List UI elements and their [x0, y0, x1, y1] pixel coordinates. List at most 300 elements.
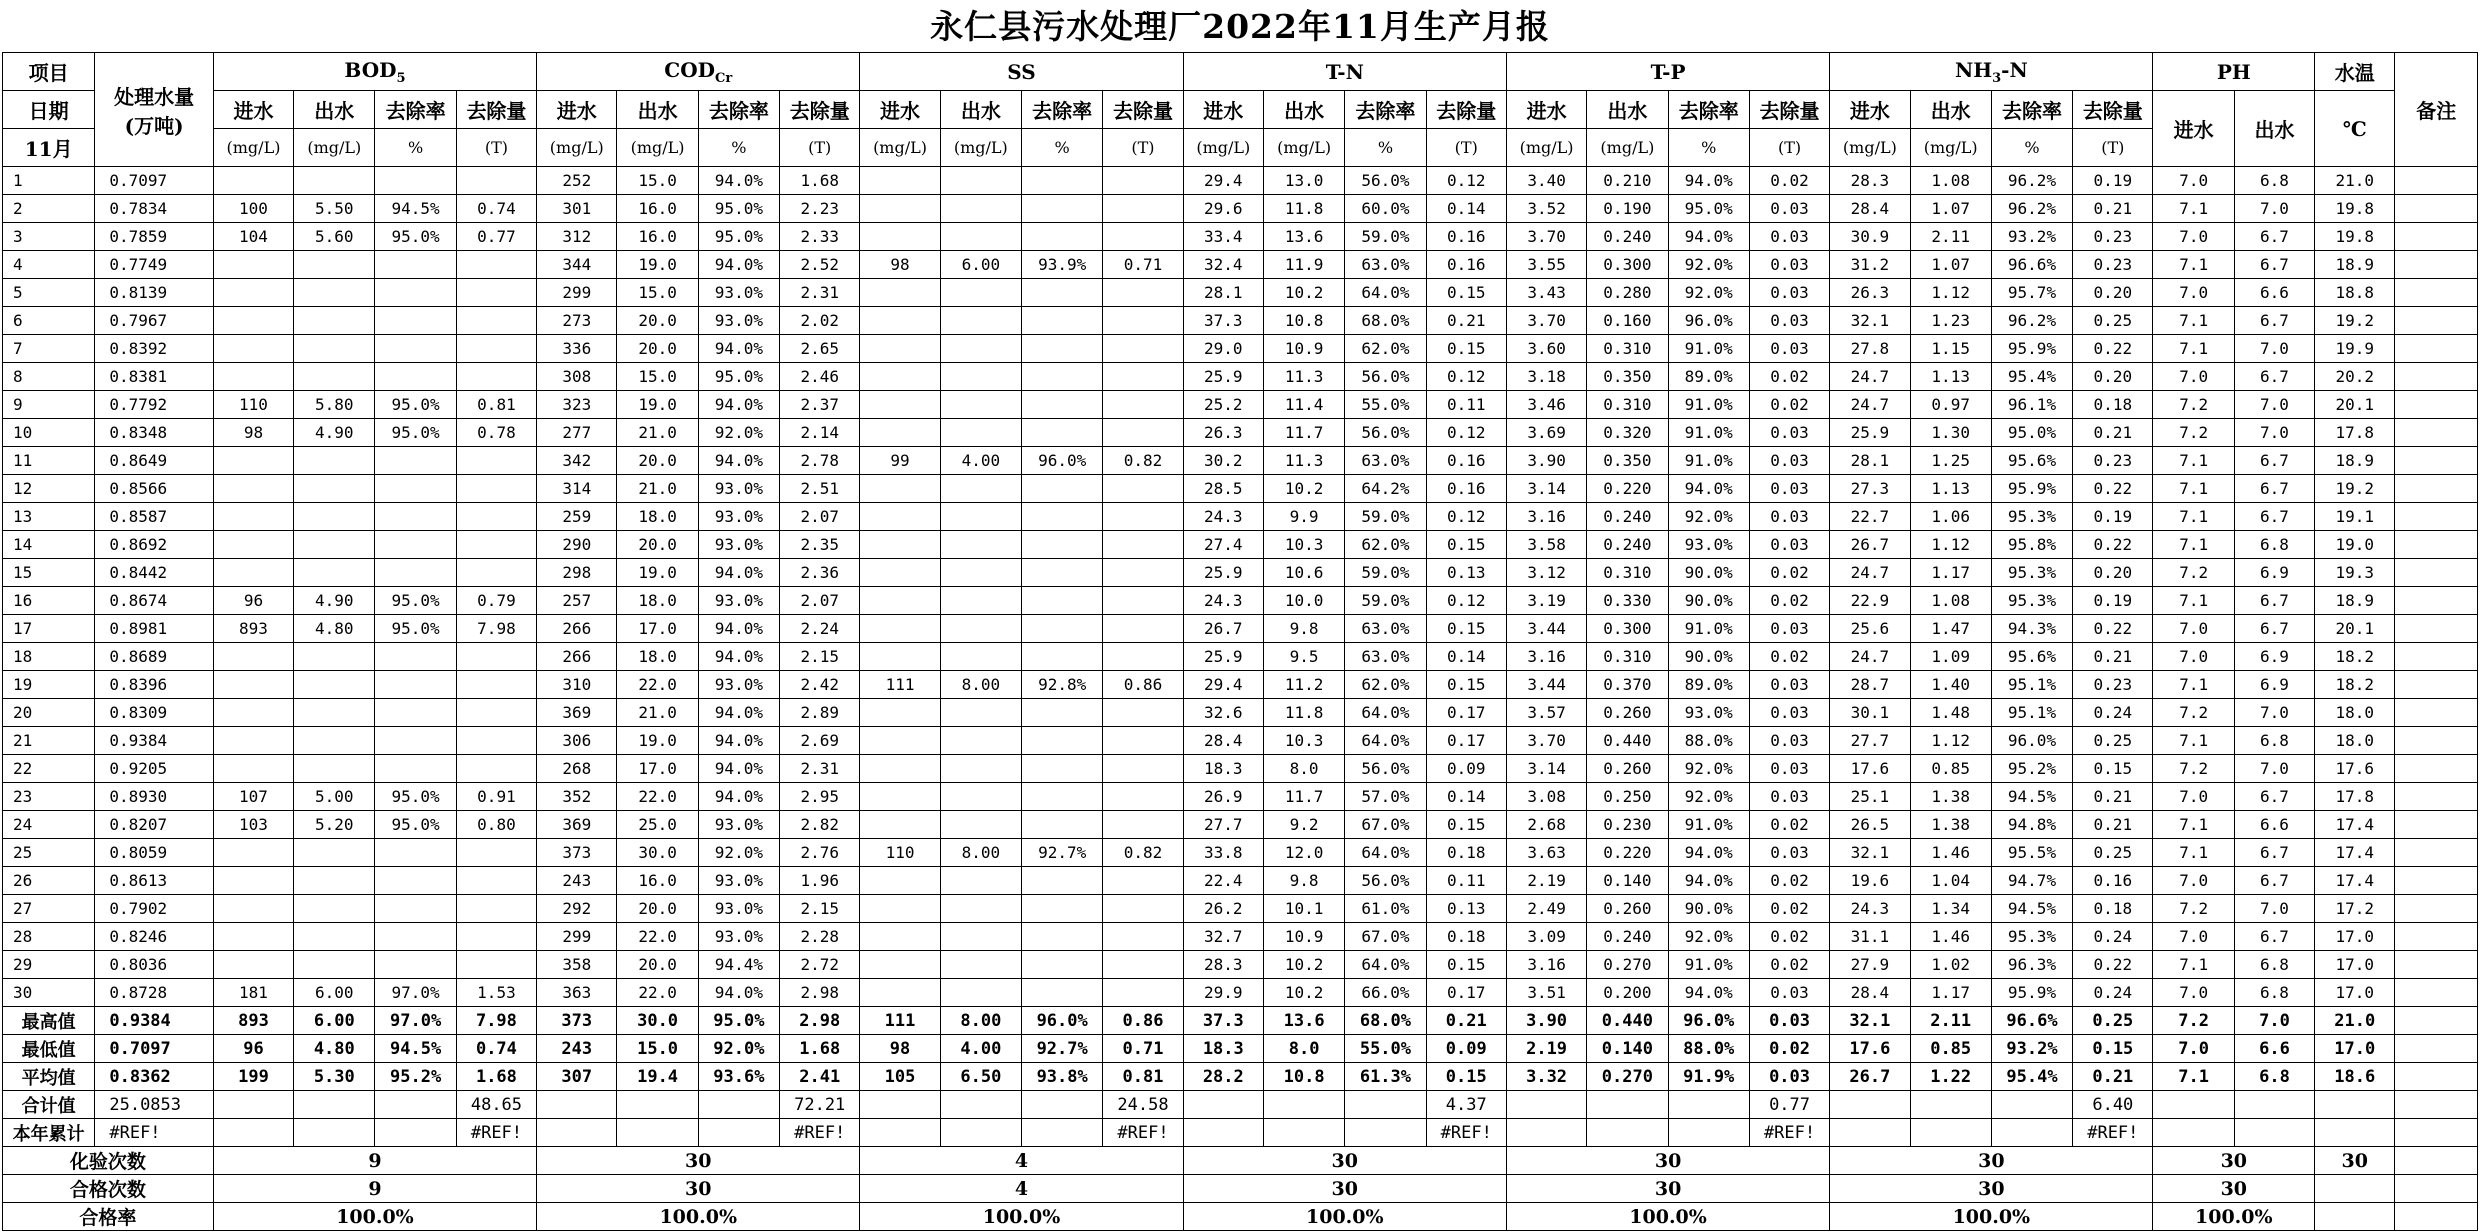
table-row [3, 335, 2478, 363]
data-cell: 0.12 [1426, 363, 1506, 391]
data-cell [940, 335, 1021, 363]
remarks-cell [2395, 363, 2478, 391]
summary-cell: 105 [860, 1063, 940, 1091]
data-cell: 95.3% [1991, 559, 2072, 587]
data-cell: 0.220 [1587, 839, 1668, 867]
data-cell: 0.17 [1426, 727, 1506, 755]
header-tp-col-1: 出水 [1587, 91, 1668, 129]
data-cell: 0.12 [1426, 419, 1506, 447]
data-cell: 7.0 [2153, 923, 2234, 951]
data-cell [1103, 979, 1183, 1007]
data-cell: 0.320 [1587, 419, 1668, 447]
data-cell [1103, 307, 1183, 335]
data-cell: 3.63 [1506, 839, 1586, 867]
data-cell: 6.8 [2234, 979, 2314, 1007]
data-cell: 336 [537, 335, 617, 363]
empty-cell [2315, 1203, 2395, 1231]
data-cell: 24.3 [1830, 895, 1910, 923]
summary-cell: 92.0% [698, 1035, 779, 1063]
data-cell: 1.34 [1910, 895, 1991, 923]
data-cell [456, 867, 536, 895]
data-cell: 6.9 [2234, 643, 2314, 671]
data-cell: 92.0% [1668, 783, 1749, 811]
header-tn-unit-0: (mg/L) [1183, 129, 1263, 167]
data-cell: 33.8 [1183, 839, 1263, 867]
data-cell: 0.260 [1587, 699, 1668, 727]
data-cell [940, 699, 1021, 727]
data-cell: 6.6 [2234, 811, 2314, 839]
data-cell: 314 [537, 475, 617, 503]
year-total-row-flow: #REF! [95, 1119, 213, 1147]
data-cell: 0.300 [1587, 615, 1668, 643]
year-total-row-tp: #REF! [1749, 1119, 1829, 1147]
summary-cell: 95.0% [698, 1007, 779, 1035]
data-cell: 7.0 [2234, 335, 2314, 363]
data-cell: 94.0% [698, 447, 779, 475]
data-cell: 18.2 [2315, 643, 2395, 671]
data-cell [940, 615, 1021, 643]
data-cell [1022, 419, 1103, 447]
table-row [3, 867, 2478, 895]
passes-row-bod: 9 [213, 1175, 536, 1203]
table-row [3, 615, 2478, 643]
data-cell: 7.2 [2153, 559, 2234, 587]
header-tn-col-3: 去除量 [1426, 91, 1506, 129]
remarks-cell [2395, 867, 2478, 895]
data-cell: 93.0% [698, 867, 779, 895]
empty-cell [860, 1119, 940, 1147]
data-cell: 94.8% [1991, 811, 2072, 839]
data-cell [860, 755, 940, 783]
data-cell: 103 [213, 811, 293, 839]
data-cell: 2.46 [780, 363, 860, 391]
data-cell: 0.220 [1587, 475, 1668, 503]
data-cell: 308 [537, 363, 617, 391]
remarks-cell [2395, 615, 2478, 643]
data-cell: 0.23 [2073, 447, 2153, 475]
data-cell: 64.0% [1345, 279, 1426, 307]
data-cell: 37.3 [1183, 307, 1263, 335]
summary-cell: 1.68 [780, 1035, 860, 1063]
data-cell: 0.03 [1749, 419, 1829, 447]
summary-cell: 3.32 [1506, 1063, 1586, 1091]
data-cell: 0.21 [2073, 783, 2153, 811]
day-cell: 23 [3, 783, 95, 811]
data-cell: 94.0% [698, 615, 779, 643]
data-cell: 8.00 [940, 839, 1021, 867]
data-cell [213, 335, 293, 363]
day-cell: 7 [3, 335, 95, 363]
summary-cell: 6.8 [2234, 1063, 2314, 1091]
data-cell: 7.0 [2153, 783, 2234, 811]
data-cell: 98 [213, 419, 293, 447]
data-cell: 0.270 [1587, 951, 1668, 979]
data-cell [213, 167, 293, 195]
data-cell [1103, 867, 1183, 895]
data-cell: 0.71 [1103, 251, 1183, 279]
data-cell: 94.0% [1668, 867, 1749, 895]
data-cell: 7.2 [2153, 391, 2234, 419]
data-cell: 20.0 [617, 307, 698, 335]
passes-row-cod: 30 [537, 1175, 860, 1203]
header-bod-unit-0: (mg/L) [213, 129, 293, 167]
data-cell [1022, 727, 1103, 755]
data-cell: 110 [213, 391, 293, 419]
table-row [3, 671, 2478, 699]
data-cell: 0.03 [1749, 447, 1829, 475]
day-cell: 26 [3, 867, 95, 895]
data-cell: 0.91 [456, 783, 536, 811]
data-cell [213, 727, 293, 755]
data-cell [456, 839, 536, 867]
header-tn-col-0: 进水 [1183, 91, 1263, 129]
empty-cell [375, 1091, 456, 1119]
remarks-cell [2395, 335, 2478, 363]
day-cell: 16 [3, 587, 95, 615]
data-cell: 22.0 [617, 923, 698, 951]
tests-row-ph: 30 [2153, 1147, 2315, 1175]
data-cell: 0.24 [2073, 923, 2153, 951]
data-cell [940, 559, 1021, 587]
data-cell: 3.16 [1506, 951, 1586, 979]
day-cell: 30 [3, 979, 95, 1007]
data-cell: 17.8 [2315, 419, 2395, 447]
data-cell: 1.47 [1910, 615, 1991, 643]
data-cell: 28.7 [1830, 671, 1910, 699]
data-cell [1103, 951, 1183, 979]
summary-cell: 10.8 [1263, 1063, 1344, 1091]
empty-cell [213, 1119, 293, 1147]
data-cell: 10.1 [1263, 895, 1344, 923]
empty-cell [294, 1091, 375, 1119]
summary-cell: 19.4 [617, 1063, 698, 1091]
summary-cell: 0.85 [1910, 1035, 1991, 1063]
empty-cell [1587, 1119, 1668, 1147]
data-cell: 96.0% [1022, 447, 1103, 475]
data-cell: 19.3 [2315, 559, 2395, 587]
data-cell [1103, 643, 1183, 671]
summary-cell: 111 [860, 1007, 940, 1035]
data-cell: 95.0% [698, 195, 779, 223]
data-cell: 0.200 [1587, 979, 1668, 1007]
data-cell: 7.0 [2234, 755, 2314, 783]
data-cell: 28.3 [1830, 167, 1910, 195]
data-cell [213, 531, 293, 559]
data-cell [456, 559, 536, 587]
data-cell: 3.40 [1506, 167, 1586, 195]
data-cell: 342 [537, 447, 617, 475]
header-item: 项目 [3, 53, 95, 91]
data-cell: 3.60 [1506, 335, 1586, 363]
data-cell: 0.23 [2073, 223, 2153, 251]
data-cell: 29.9 [1183, 979, 1263, 1007]
data-cell: 10.0 [1263, 587, 1344, 615]
table-row [3, 979, 2478, 1007]
flow-cell: 0.8689 [95, 643, 213, 671]
data-cell: 10.3 [1263, 531, 1344, 559]
summary-cell: 13.6 [1263, 1007, 1344, 1035]
summary-cell: 61.3% [1345, 1063, 1426, 1091]
empty-cell [2395, 1119, 2478, 1147]
data-cell: 0.12 [1426, 503, 1506, 531]
data-cell: 93.0% [698, 895, 779, 923]
data-cell [294, 923, 375, 951]
data-cell: 92.0% [1668, 279, 1749, 307]
data-cell: 67.0% [1345, 811, 1426, 839]
data-cell [456, 531, 536, 559]
data-cell: 100 [213, 195, 293, 223]
data-cell [456, 643, 536, 671]
pass-rate-row [3, 1203, 2478, 1231]
summary-cell: 6.00 [294, 1007, 375, 1035]
remarks-cell [2395, 699, 2478, 727]
data-cell: 0.82 [1103, 447, 1183, 475]
data-cell [1022, 755, 1103, 783]
year-total-row [3, 1119, 2478, 1147]
data-cell: 1.08 [1910, 167, 1991, 195]
data-cell: 0.17 [1426, 699, 1506, 727]
data-cell: 99 [860, 447, 940, 475]
flow-cell: 0.8587 [95, 503, 213, 531]
header-nh3n-col-2: 去除率 [1991, 91, 2072, 129]
data-cell: 8.00 [940, 671, 1021, 699]
remarks-cell [2395, 475, 2478, 503]
flow-cell: 0.8309 [95, 699, 213, 727]
data-cell: 62.0% [1345, 531, 1426, 559]
data-cell: 92.7% [1022, 839, 1103, 867]
empty-cell [1668, 1119, 1749, 1147]
data-cell: 20.0 [617, 335, 698, 363]
data-cell [213, 755, 293, 783]
data-cell: 26.3 [1830, 279, 1910, 307]
summary-cell: 94.5% [375, 1035, 456, 1063]
data-cell: 90.0% [1668, 559, 1749, 587]
data-cell: 7.1 [2153, 839, 2234, 867]
remarks-cell [2395, 923, 2478, 951]
summary-cell: 68.0% [1345, 1007, 1426, 1035]
data-cell: 2.69 [780, 727, 860, 755]
data-cell [1022, 279, 1103, 307]
data-cell: 1.25 [1910, 447, 1991, 475]
flow-cell: 0.8674 [95, 587, 213, 615]
data-cell: 0.82 [1103, 839, 1183, 867]
passes-row-ph: 30 [2153, 1175, 2315, 1203]
data-cell [940, 307, 1021, 335]
data-cell: 16.0 [617, 195, 698, 223]
data-cell: 11.3 [1263, 363, 1344, 391]
summary-cell: 32.1 [1830, 1007, 1910, 1035]
data-cell: 28.4 [1183, 727, 1263, 755]
data-cell: 93.0% [698, 307, 779, 335]
data-cell: 94.0% [698, 335, 779, 363]
remarks-cell [2395, 391, 2478, 419]
data-cell: 277 [537, 419, 617, 447]
data-cell: 62.0% [1345, 671, 1426, 699]
data-cell [1022, 503, 1103, 531]
data-cell: 28.1 [1183, 279, 1263, 307]
data-cell [294, 531, 375, 559]
data-cell [1103, 335, 1183, 363]
data-cell [860, 167, 940, 195]
data-cell: 6.7 [2234, 783, 2314, 811]
data-cell: 57.0% [1345, 783, 1426, 811]
data-cell: 0.15 [1426, 279, 1506, 307]
data-cell: 0.310 [1587, 643, 1668, 671]
data-cell [1103, 503, 1183, 531]
data-cell: 6.7 [2234, 307, 2314, 335]
data-cell [860, 643, 940, 671]
data-cell [940, 783, 1021, 811]
data-cell [1103, 783, 1183, 811]
flow-cell: 0.7859 [95, 223, 213, 251]
data-cell: 32.4 [1183, 251, 1263, 279]
data-cell [860, 419, 940, 447]
data-cell: 0.03 [1749, 979, 1829, 1007]
header-cod-unit-0: (mg/L) [537, 129, 617, 167]
data-cell [1103, 727, 1183, 755]
data-cell: 24.7 [1830, 363, 1910, 391]
summary-cell: 243 [537, 1035, 617, 1063]
data-cell: 6.7 [2234, 503, 2314, 531]
header-tn-col-1: 出水 [1263, 91, 1344, 129]
data-cell [294, 951, 375, 979]
data-cell: 2.42 [780, 671, 860, 699]
passes-row-label: 合格次数 [3, 1175, 214, 1203]
data-cell: 16.0 [617, 223, 698, 251]
summary-cell: 96.6% [1991, 1007, 2072, 1035]
data-cell: 94.0% [698, 559, 779, 587]
summary-cell: 7.0 [2153, 1035, 2234, 1063]
summary-cell: 55.0% [1345, 1035, 1426, 1063]
data-cell: 59.0% [1345, 223, 1426, 251]
data-cell: 93.0% [1668, 699, 1749, 727]
data-cell: 17.0 [617, 755, 698, 783]
data-cell: 22.9 [1830, 587, 1910, 615]
data-cell: 6.9 [2234, 671, 2314, 699]
data-cell: 29.4 [1183, 671, 1263, 699]
data-cell: 96.2% [1991, 167, 2072, 195]
header-bod-unit-2: % [375, 129, 456, 167]
data-cell: 2.89 [780, 699, 860, 727]
data-cell [860, 559, 940, 587]
data-cell: 6.00 [294, 979, 375, 1007]
data-cell: 67.0% [1345, 923, 1426, 951]
summary-cell: 0.140 [1587, 1035, 1668, 1063]
header-ph-out: 出水 [2234, 91, 2314, 167]
data-cell: 33.4 [1183, 223, 1263, 251]
data-cell: 6.00 [940, 251, 1021, 279]
data-cell [294, 307, 375, 335]
data-cell: 0.21 [2073, 195, 2153, 223]
data-cell: 95.2% [1991, 755, 2072, 783]
data-cell [294, 671, 375, 699]
data-cell: 0.02 [1749, 587, 1829, 615]
data-cell [1022, 643, 1103, 671]
data-cell: 94.0% [698, 251, 779, 279]
pass-rate-row-cod: 100.0% [537, 1203, 860, 1231]
data-cell [375, 951, 456, 979]
data-cell: 20.0 [617, 531, 698, 559]
data-cell: 3.90 [1506, 447, 1586, 475]
data-cell: 12.0 [1263, 839, 1344, 867]
empty-cell [1587, 1091, 1668, 1119]
data-cell: 0.21 [2073, 419, 2153, 447]
header-bod-col-2: 去除率 [375, 91, 456, 129]
data-cell: 64.2% [1345, 475, 1426, 503]
remarks-cell [2395, 895, 2478, 923]
data-cell: 25.9 [1183, 643, 1263, 671]
header-ss-col-0: 进水 [860, 91, 940, 129]
data-cell: 10.9 [1263, 923, 1344, 951]
data-cell: 95.0% [375, 419, 456, 447]
header-tn-unit-1: (mg/L) [1263, 129, 1344, 167]
data-cell: 0.210 [1587, 167, 1668, 195]
header-tn-unit-3: (T) [1426, 129, 1506, 167]
data-cell: 2.02 [780, 307, 860, 335]
data-cell: 11.4 [1263, 391, 1344, 419]
summary-cell: 15.0 [617, 1035, 698, 1063]
data-cell: 1.06 [1910, 503, 1991, 531]
data-cell [456, 251, 536, 279]
data-cell [860, 783, 940, 811]
data-cell: 3.55 [1506, 251, 1586, 279]
tests-row [3, 1147, 2478, 1175]
data-cell [294, 839, 375, 867]
data-cell: 30.1 [1830, 699, 1910, 727]
data-cell: 301 [537, 195, 617, 223]
remarks-cell [2395, 1203, 2478, 1231]
data-cell: 7.1 [2153, 951, 2234, 979]
data-cell: 19.0 [617, 251, 698, 279]
data-cell: 28.4 [1830, 195, 1910, 223]
data-cell [213, 447, 293, 475]
data-cell [1103, 755, 1183, 783]
data-cell: 55.0% [1345, 391, 1426, 419]
data-cell [860, 867, 940, 895]
data-cell: 0.14 [1426, 195, 1506, 223]
data-cell: 299 [537, 279, 617, 307]
data-cell [860, 223, 940, 251]
data-cell: 7.1 [2153, 587, 2234, 615]
data-cell: 27.9 [1830, 951, 1910, 979]
remarks-cell [2395, 559, 2478, 587]
data-cell [294, 447, 375, 475]
passes-row-tp: 30 [1506, 1175, 1829, 1203]
data-cell: 28.4 [1830, 979, 1910, 1007]
data-cell: 110 [860, 839, 940, 867]
data-cell: 19.8 [2315, 195, 2395, 223]
data-cell: 1.02 [1910, 951, 1991, 979]
data-cell: 17.0 [2315, 979, 2395, 1007]
data-cell: 3.18 [1506, 363, 1586, 391]
data-cell: 0.21 [2073, 811, 2153, 839]
summary-cell: 0.8362 [95, 1063, 213, 1091]
data-cell: 19.2 [2315, 475, 2395, 503]
data-cell: 0.03 [1749, 755, 1829, 783]
data-cell: 27.3 [1830, 475, 1910, 503]
data-cell: 2.98 [780, 979, 860, 1007]
data-cell: 0.22 [2073, 475, 2153, 503]
data-cell: 64.0% [1345, 727, 1426, 755]
data-cell: 93.0% [698, 279, 779, 307]
data-cell [213, 951, 293, 979]
data-cell: 7.2 [2153, 755, 2234, 783]
data-cell [1022, 559, 1103, 587]
data-cell [1022, 475, 1103, 503]
remarks-cell [2395, 1007, 2478, 1035]
empty-cell [1506, 1119, 1586, 1147]
tests-row-tp: 30 [1506, 1147, 1829, 1175]
